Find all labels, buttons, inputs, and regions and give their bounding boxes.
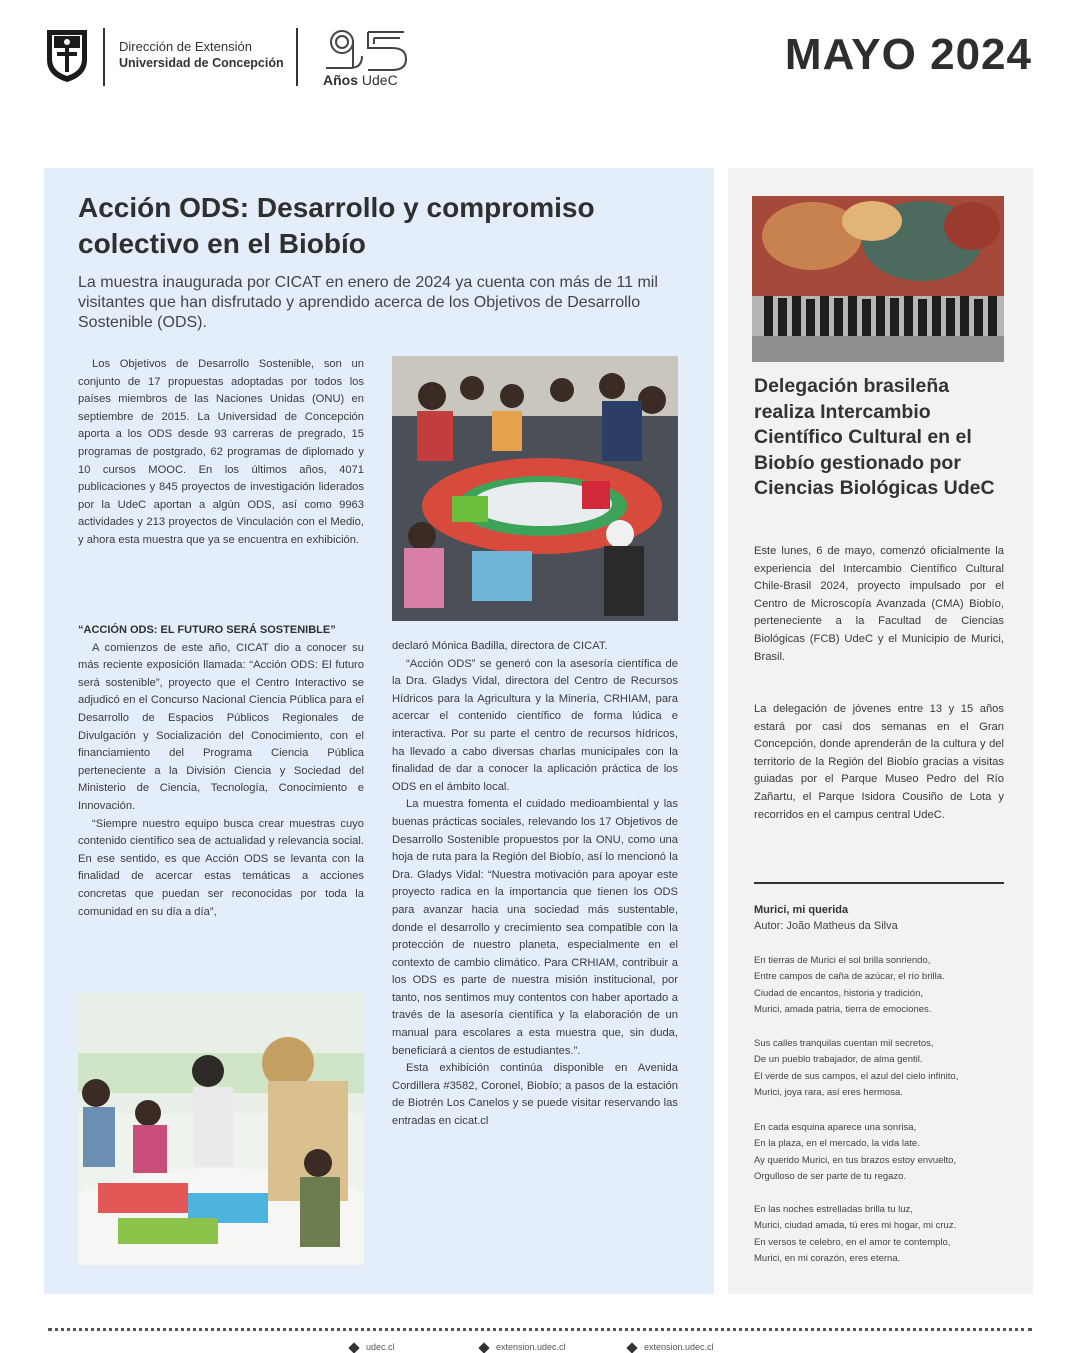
- article-paragraph: Esta exhibición continúa disponible en Avenida Cordillera #3582, Coronel, Biobío; a pasos de la estación de Biotrén Los Canelos y se puede visitar reservando las entradas en cicat.cl: [392, 1062, 678, 1128]
- poem-line: Murici, en mi corazón, eres eterna.: [754, 1252, 901, 1264]
- poem-stanza: [754, 953, 1016, 1018]
- poem-line: Murici, ciudad amada, tú eres mi hogar, mi cruz.: [754, 1220, 957, 1232]
- anniversary-label-text: UdeC: [361, 72, 398, 88]
- poem-author: Autor: João Matheus da Silva: [754, 920, 898, 932]
- article-paragraph: La muestra fomenta el cuidado medioambiental y las buenas prácticas sociales, relevando los 17 Objetivos de Desarrollo Sostenible propuestos por la ONU, como una hoja de ruta para la Región del Biobío, así lo mencionó la Dra. Gladys Vidal: “Nuestra motivación para apoyar este proyecto radica en la importancia que tienen los ODS para avanzar hacia una sociedad más sustentable, donde el desarrollo y crecimiento sea compatible con la protección de nuestro planeta, especialmente en el contexto de cambio climático. Para CRHIAM, contribuir a los ODS es parte de nuestra misión institucional, por tanto, nos sentimos muy contentos con haber aportado a través de la asesoría científica y la elaboración de un manual para escolares a esta muestra que, sin duda, beneficiará a cientos de estudiantes.”.: [392, 798, 678, 1057]
- side-divider: [754, 882, 1004, 884]
- poem-line: En tierras de Murici el sol brilla sonriendo,: [754, 955, 931, 966]
- page-header: [0, 0, 1080, 120]
- footer-link-text[interactable]: extension.udec.cl: [644, 1342, 714, 1352]
- poem-line: Entre campos de caña de azúcar, el río brilla.: [754, 971, 945, 983]
- poem-line: Orgulloso de ser parte de tu regazo.: [754, 1170, 907, 1182]
- issue-date: MAYO 2024: [784, 30, 1032, 79]
- main-article-lead: La muestra inaugurada por CICAT en enero de 2024 ya cuenta con más de 11 mil visitantes que han disfrutado y aprendido acerca de los Objetivos de Desarrollo Sostenible (ODS).: [78, 274, 658, 331]
- poem-stanza: [754, 1202, 1016, 1267]
- diamond-bullet-icon: [478, 1342, 489, 1353]
- poem-line: En las noches estrelladas brilla tu luz,: [754, 1204, 913, 1215]
- poem-line: En cada esquina aparece una sonrisa,: [754, 1122, 917, 1133]
- side-article-title: Delegación brasileña realiza Intercambio Científico Cultural en el Biobío gestionado por Ciencias Biológicas UdeC: [754, 375, 995, 500]
- header-divider: [296, 28, 298, 86]
- article-paragraph: “Acción ODS” se generó con la asesoría científica de la Dra. Gladys Vidal, directora del Centro de Recursos Hídricos para la Agricultura y la Minería, CRHIAM, para acercar el contenido científico de forma lúdica e interactiva. Por su parte el centro de recursos hídricos, ha llevado a cabo diversas charlas municipales con la finalidad de dar a conocer la aplicación práctica de los ODS en el ámbito local.: [392, 657, 678, 793]
- delegation-mural-photo: [752, 196, 1004, 362]
- anniversary-label: [323, 72, 398, 88]
- poem-line: Ciudad de encantos, historia y tradición,: [754, 987, 923, 999]
- article-paragraph: Los Objetivos de Desarrollo Sostenible, son un conjunto de 17 propuestas adoptadas por todos los países miembros de las Naciones Unidas (ONU) en septiembre de 2015. La Universidad de Concepción aporta a los ODS desde 93 carreras de pregrado, 15 programas de postgrado, 62 programas de diplomado y 10 cursos MOOC. En los últimos años, 4071 publicaciones y 845 proyectos de investigación liderados por la UdeC aportan a algún ODS, así como 9963 actividades y 213 proyectos de Vinculación con el Medio, y ahora esta muestra que ya se encuentra en exhibición.: [78, 358, 364, 546]
- poem-line: Sus calles tranquilas cuentan mil secretos,: [754, 1038, 934, 1049]
- article-column-1-continued: [78, 622, 364, 921]
- poem-stanza: [754, 1120, 1016, 1185]
- footer-link-text[interactable]: udec.cl: [366, 1342, 395, 1352]
- footer-link[interactable]: [628, 1342, 714, 1352]
- poem-stanza: [754, 1036, 1016, 1101]
- article-column-1: [78, 356, 364, 550]
- anniversary-95-logo-icon: [322, 28, 412, 72]
- org-name: [119, 38, 284, 72]
- article-paragraph: “Siempre nuestro equipo busca crear muestras cuyo contenido científico sea de actualidad y relevancia social. En ese sentido, es que Acción ODS se levanta con la finalidad de acercar estas temáticas a acciones concretas que puedan ser reconocidas por toda la comunidad en su día a día”,: [78, 817, 364, 918]
- article-subheading: “ACCIÓN ODS: EL FUTURO SERÁ SOSTENIBLE”: [78, 624, 336, 636]
- poem-line: Murici, amada patria, tierra de emociones.: [754, 1003, 932, 1015]
- org-line1: Dirección de Extensión: [119, 39, 252, 54]
- poem-line: Murici, joya rara, así eres hermosa.: [754, 1086, 903, 1098]
- poem-line: En la plaza, en el mercado, la vida late.: [754, 1138, 920, 1150]
- poem-line: El verde de sus campos, el azul del cielo infinito,: [754, 1070, 959, 1082]
- poem-line: De un pueblo trabajador, de alma gentil.: [754, 1054, 923, 1066]
- side-article-paragraph: Este lunes, 6 de mayo, comenzó oficialmente la experiencia del Intercambio Científico Cultural Chile-Brasil 2024, proyecto impulsado por el Centro de Microscopía Avanzada (CMA) Biobío, perteneciente a la Facultad de Ciencias Biológicas (FCB) UdeC y el Municipio de Murici, Brasil.: [754, 545, 1004, 663]
- students-activity-photo: [78, 993, 364, 1265]
- udec-crest-icon: [44, 26, 90, 84]
- footer-link-text[interactable]: extension.udec.cl: [496, 1342, 566, 1352]
- diamond-bullet-icon: [626, 1342, 637, 1353]
- footer-link[interactable]: [350, 1342, 395, 1352]
- poem-line: En versos te celebro, en el amor te contemplo,: [754, 1236, 951, 1248]
- article-column-2: [392, 638, 678, 1131]
- poem-line: Ay querido Murici, en tus brazos estoy envuelto,: [754, 1154, 957, 1166]
- footer-divider: [48, 1328, 1032, 1331]
- poem-title: Murici, mi querida: [754, 904, 849, 916]
- org-line2: Universidad de Concepción: [119, 56, 284, 70]
- anniversary-label-bold: Años: [323, 72, 358, 88]
- footer-link[interactable]: [480, 1342, 566, 1352]
- children-exhibit-photo: [392, 356, 678, 621]
- article-paragraph: A comienzos de este año, CICAT dio a conocer su más reciente exposición llamada: “Acción ODS: El futuro será sostenible”, proyecto que el Centro Interactivo se adjudicó en el Concurso Nacional Ciencia Pública para el Desarrollo de Espacios Públicos Regionales de Divulgación y Socialización del Conocimiento, con el financiamiento del Programa Ciencia Pública perteneciente a la División Ciencia y Sociedad del Ministerio de Ciencia, Tecnología, Conocimiento e Innovación.: [78, 641, 364, 812]
- main-article-title: Acción ODS: Desarrollo y compromiso colectivo en el Biobío: [78, 192, 595, 259]
- article-paragraph: declaró Mónica Badilla, directora de CICAT.: [392, 640, 608, 652]
- diamond-bullet-icon: [348, 1342, 359, 1353]
- side-article-paragraph: La delegación de jóvenes entre 13 y 15 años estará por casi dos semanas en el Gran Concepción, donde aprenderán de la cultura y del territorio de la Región del Biobío gracias a visitas guiadas por el Parque Museo Pedro del Río Zañartu, el Parque Isidora Cousiño de Lota y recorridos en el campus central UdeC.: [754, 703, 1004, 821]
- header-divider: [103, 28, 105, 86]
